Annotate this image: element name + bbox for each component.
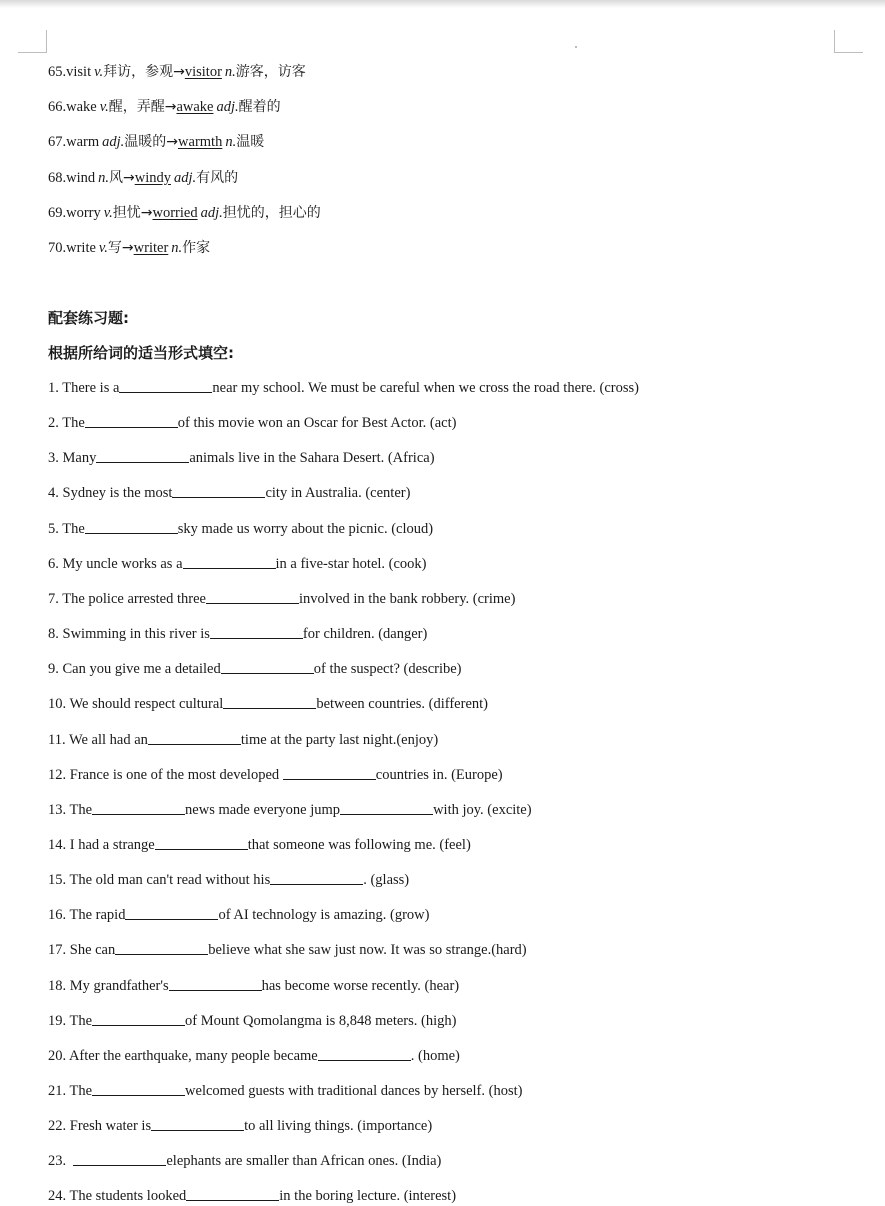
exercise-item — [48, 730, 438, 750]
exercise-text-after: of Mount Qomolangma is 8,848 meters. (high) — [185, 1012, 457, 1029]
exercise-text-after: city in Australia. (center) — [265, 485, 411, 502]
exercise-text-before: 11. We all had an — [48, 731, 148, 748]
answer-blank[interactable] — [270, 870, 363, 885]
vocab-word: wind — [66, 170, 96, 186]
vocab-derived-word: windy — [134, 170, 171, 186]
margin-corner-top-left — [18, 30, 47, 53]
vocab-pos: v. — [98, 240, 108, 256]
exercise-item — [48, 905, 429, 925]
exercise-text-before: 12. France is one of the most developed — [48, 766, 283, 783]
vocab-derived-word: writer — [133, 240, 169, 256]
exercise-text-after: . (home) — [410, 1047, 460, 1064]
answer-blank[interactable] — [92, 1081, 185, 1096]
exercise-item — [48, 940, 527, 960]
answer-blank[interactable] — [210, 624, 303, 639]
vocab-derived-word: warmth — [178, 134, 223, 150]
exercise-text-after: of AI technology is amazing. (grow) — [218, 907, 430, 924]
exercise-item — [48, 976, 459, 996]
exercise-text-before: 21. The — [48, 1083, 93, 1099]
vocab-derived-meaning: 作家 — [182, 240, 211, 256]
exercise-text-end: with joy. (excite) — [433, 801, 532, 818]
exercise-item — [48, 765, 503, 785]
vocab-meaning: 担忧 — [112, 205, 141, 221]
vocab-pos: n. — [98, 170, 109, 186]
exercise-item — [48, 1046, 460, 1066]
vocab-meaning: 温暖的 — [124, 134, 167, 150]
exercise-item — [48, 835, 471, 855]
answer-blank[interactable] — [148, 730, 241, 745]
vocab-word: write — [66, 240, 96, 256]
exercise-item — [48, 694, 488, 714]
vocab-derived-pos: n. — [224, 64, 236, 80]
margin-corner-top-right — [834, 30, 863, 53]
vocab-arrow: → — [173, 64, 185, 80]
vocab-item — [48, 203, 321, 223]
vocab-derived-word: awake — [176, 99, 214, 115]
exercise-text-before: 15. The old man can't read without his — [48, 872, 271, 889]
exercise-text-before: 10. We should respect cultural — [48, 696, 224, 713]
exercise-text-after: elephants are smaller than African ones. (India) — [166, 1153, 442, 1170]
answer-blank[interactable] — [151, 1116, 244, 1131]
vocab-word: wake — [66, 99, 97, 115]
vocab-item — [48, 97, 281, 117]
exercise-text-before: 18. My grandfather's — [48, 977, 169, 994]
vocab-number: 68. — [48, 170, 67, 186]
vocab-derived-meaning: 游客，访客 — [235, 64, 306, 80]
exercise-text-before: 17. She can — [48, 942, 116, 959]
answer-blank[interactable] — [206, 589, 299, 604]
answer-blank[interactable] — [169, 976, 262, 991]
vocab-derived-meaning: 担忧的，担心的 — [222, 205, 321, 221]
exercise-text-after: near my school. We must be careful when we cross the road there. (cross) — [212, 380, 639, 396]
exercise-text-after: sky made us worry about the picnic. (cloud) — [177, 520, 434, 537]
exercise-text-after: news made everyone jump — [185, 801, 341, 818]
exercise-text-before: 24. The students looked — [48, 1188, 187, 1205]
answer-blank[interactable] — [340, 800, 433, 815]
exercise-item — [48, 659, 462, 679]
answer-blank[interactable] — [172, 483, 265, 498]
exercise-item — [48, 554, 427, 574]
exercise-item — [48, 413, 456, 433]
exercise-text-after: in a five-star hotel. (cook) — [275, 555, 427, 572]
exercise-text-before: 22. Fresh water is — [48, 1118, 152, 1135]
exercise-item — [48, 483, 410, 503]
vocab-meaning: 风 — [109, 170, 123, 186]
vocab-derived-meaning: 醒着的 — [238, 99, 281, 115]
vocab-arrow: → — [140, 205, 153, 221]
vocab-number: 65. — [48, 64, 67, 80]
exercise-text-before: 4. Sydney is the most — [48, 485, 173, 502]
exercise-text-before: 14. I had a strange — [48, 837, 155, 853]
exercise-text-before: 7. The police arrested three — [48, 590, 206, 607]
exercise-text-before: 1. There is a — [48, 380, 120, 396]
exercise-item — [48, 624, 427, 644]
vocab-pos: adj. — [102, 134, 125, 150]
exercise-text-after: . (glass) — [363, 872, 410, 889]
exercise-item — [48, 1011, 456, 1031]
vocab-arrow: → — [166, 134, 179, 150]
vocab-derived-pos: n. — [171, 240, 183, 256]
vocab-arrow: → — [164, 99, 177, 115]
vocab-meaning: 醒，弄醒 — [108, 99, 165, 115]
exercise-text-before: 20. After the earthquake, many people became — [48, 1047, 318, 1064]
vocab-derived-pos: adj. — [200, 205, 223, 221]
vocab-item — [48, 168, 238, 188]
exercise-text-after: for children. (danger) — [302, 626, 428, 642]
exercise-text-after: between countries. (different) — [316, 696, 488, 713]
answer-blank[interactable] — [318, 1046, 411, 1061]
exercise-text-after: countries in. (Europe) — [375, 766, 503, 783]
exercise-text-before: 8. Swimming in this river is — [48, 626, 210, 642]
vocab-arrow: → — [123, 170, 135, 186]
vocab-derived-word: worried — [152, 205, 198, 221]
vocab-item — [48, 238, 210, 258]
exercise-item — [48, 1186, 456, 1206]
exercise-item — [48, 1116, 432, 1136]
answer-blank[interactable] — [85, 413, 178, 428]
exercise-item — [48, 800, 532, 820]
answer-blank[interactable] — [155, 835, 248, 850]
exercise-item — [48, 378, 639, 398]
exercise-item — [48, 1081, 522, 1101]
vocab-word: warm — [66, 134, 100, 150]
vocab-pos: v. — [94, 64, 104, 80]
exercise-text-before: 9. Can you give me a detailed — [48, 661, 221, 678]
exercise-item — [48, 870, 409, 890]
vocab-number: 66. — [48, 99, 67, 115]
exercise-item — [48, 448, 435, 468]
exercise-text-after: involved in the bank robbery. (crime) — [298, 590, 516, 607]
vocab-number: 69. — [48, 205, 67, 221]
answer-blank[interactable] — [73, 1151, 166, 1166]
exercise-text-after: animals live in the Sahara Desert. (Africa) — [189, 450, 435, 467]
exercise-text-before: 6. My uncle works as a — [48, 555, 183, 572]
exercise-text-before: 23. — [48, 1153, 74, 1170]
vocab-derived-meaning: 有风的 — [196, 170, 239, 186]
answer-blank[interactable] — [221, 659, 314, 674]
exercise-text-after: to all living things. (importance) — [244, 1118, 433, 1135]
exercise-text-before: 5. The — [48, 520, 85, 537]
exercise-text-before: 16. The rapid — [48, 907, 126, 924]
answer-blank[interactable] — [85, 519, 178, 534]
instruction-text: 根据所给词的适当形式填空: — [48, 344, 234, 362]
exercise-item — [48, 519, 433, 539]
exercise-text-before: 2. The — [48, 415, 85, 432]
answer-blank[interactable] — [183, 554, 276, 569]
answer-blank[interactable] — [119, 378, 212, 393]
vocab-pos: v. — [99, 99, 109, 115]
answer-blank[interactable] — [92, 800, 185, 815]
exercise-text-after: of this movie won an Oscar for Best Actor. (act) — [177, 415, 457, 432]
answer-blank[interactable] — [92, 1011, 185, 1026]
exercise-text-after: believe what she saw just now. It was so strange.(hard) — [208, 942, 527, 959]
exercise-text-before: 13. The — [48, 801, 93, 818]
exercise-text-after: of the suspect? (describe) — [313, 661, 462, 678]
exercise-text-after: in the boring lecture. (interest) — [279, 1188, 457, 1205]
vocab-derived-word: visitor — [184, 64, 222, 80]
vocab-number: 70. — [48, 240, 67, 256]
exercise-text-before: 3. Many — [48, 450, 97, 467]
answer-blank[interactable] — [186, 1186, 279, 1201]
exercise-text-before: 19. The — [48, 1012, 93, 1029]
vocab-meaning: 写 — [107, 240, 122, 256]
exercise-text-after: has become worse recently. (hear) — [261, 977, 460, 994]
vocab-derived-pos: adj. — [173, 170, 197, 186]
vocab-item — [48, 132, 264, 152]
page-dot-mark — [575, 46, 577, 48]
exercise-text-after: time at the party last night.(enjoy) — [240, 731, 439, 748]
exercise-item — [48, 1151, 441, 1171]
answer-blank[interactable] — [96, 448, 189, 463]
vocab-number: 67. — [48, 134, 67, 150]
answer-blank[interactable] — [223, 694, 316, 709]
answer-blank[interactable] — [125, 905, 218, 920]
page-top-shadow — [0, 0, 885, 8]
answer-blank[interactable] — [115, 940, 208, 955]
vocab-derived-pos: n. — [225, 134, 237, 150]
exercise-item — [48, 589, 515, 609]
vocab-derived-meaning: 温暖 — [236, 134, 265, 150]
vocab-arrow: → — [121, 240, 134, 256]
exercise-text-after: that someone was following me. (feel) — [247, 837, 471, 853]
exercise-text-after: welcomed guests with traditional dances by herself. (host) — [185, 1083, 523, 1099]
answer-blank[interactable] — [283, 765, 376, 780]
vocab-word: worry — [66, 205, 101, 221]
section-title: 配套练习题: — [48, 309, 129, 327]
vocab-derived-pos: adj. — [216, 99, 239, 115]
vocab-word: visit — [66, 64, 92, 80]
vocab-pos: v. — [103, 205, 113, 221]
vocab-meaning: 拜访，参观 — [103, 64, 174, 80]
vocab-item — [48, 62, 306, 82]
